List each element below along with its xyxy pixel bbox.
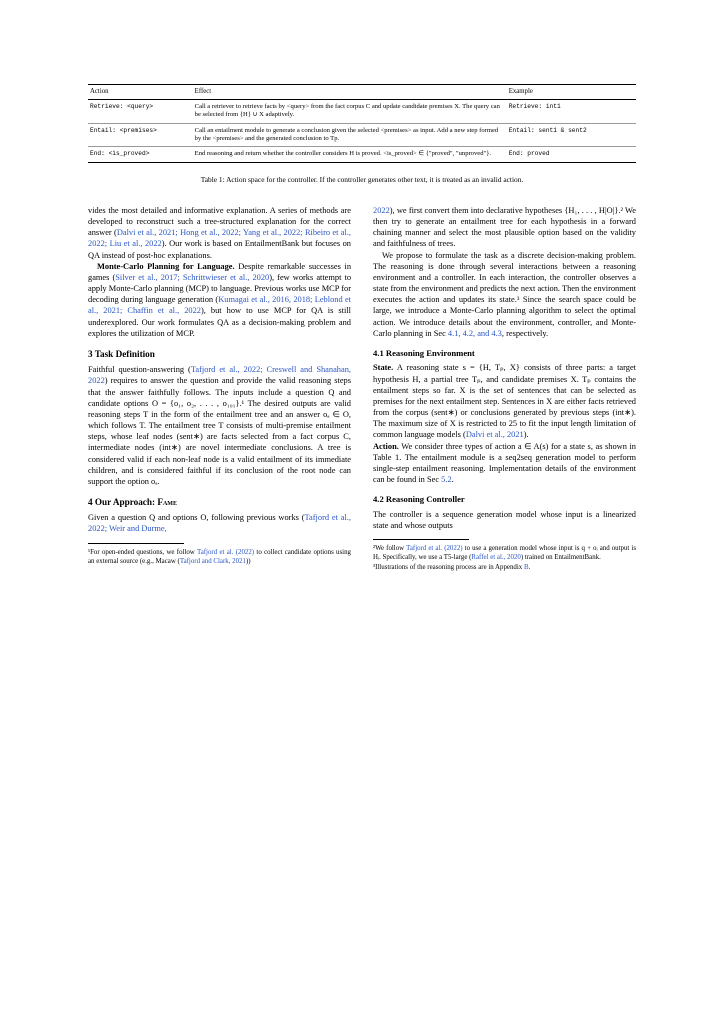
paragraph-task-definition xyxy=(88,364,351,487)
paragraph-controller: The controller is a sequence generation model whose input is a linearized state and whose outputs xyxy=(373,509,636,530)
action-space-table xyxy=(88,84,636,163)
cell-effect-end: End reasoning and return whether the controller considers H is proved. <is_proved> ∈ {"proved", "unproved"}. xyxy=(193,147,507,162)
right-p1-a: ), we first convert them into declarative hypotheses {H₁, . . . , H|O|}.² We then try to generate an entailment tree for each hypothesis in a forward chaining manner and select the most plausible option based on the validity and faithfulness of trees. xyxy=(373,205,636,249)
footnotes-left xyxy=(88,548,351,566)
sub41-c: We consider three types of action a ∈ A(s) for a state s, as shown in Table 1. The entailment module is a seq2seq generation model to perform single-step entailment reasoning. Implementation details of the environment can be found in Sec xyxy=(373,441,636,485)
runin-head-action: Action. xyxy=(373,441,399,451)
subsection-heading-reasoning-controller: 4.2 Reasoning Controller xyxy=(373,494,465,505)
citation-link[interactable]: Tafjord and Clark, 2021 xyxy=(179,557,246,565)
para2-a: Despite remarkable successes in games ( xyxy=(88,261,352,282)
left-column xyxy=(88,205,351,574)
table-header xyxy=(88,85,636,100)
footnote-2 xyxy=(373,544,636,562)
appendix-link[interactable]: B xyxy=(523,564,529,572)
paragraph-formulation xyxy=(373,250,636,339)
table-body xyxy=(88,99,636,162)
citation-link[interactable]: Tafjord et al. (2022) xyxy=(406,545,463,552)
citation-link[interactable]: Raffel et al., 2020 xyxy=(471,554,521,562)
citation-group[interactable]: Dalvi et al., 2021; Hong et al., 2022; Yang et al., 2022; Ribeiro et al., 2022; Liu et al., 2022 xyxy=(88,228,351,249)
right-p2: We propose to formulate the task as a discrete decision-making problem. The reasoning is done through several interactions between a reasoning environment and a controller. In each interaction, the controller observes a state from the environment and predicts the next action. Then the environment executes the action and updates its state.³ Since the search space could be large, we introduce a Monte-Carlo planning algorithm to select the optimal action. We introduce details about the environment, controller, and Monte-Carlo planning in Sec xyxy=(373,250,636,338)
para1-post: ). Our work is based on EntailmentBank but focuses on QA instead of post-hoc explanations. xyxy=(88,239,351,260)
section-heading-task-definition: 3 Task Definition xyxy=(88,348,155,359)
page-content xyxy=(88,84,636,574)
footnote-3 xyxy=(373,563,636,572)
column-header-example: Example xyxy=(507,85,636,100)
para2-c: ), but how to use MCP for QA is still underexplored. Our work formulates QA as a decision-making problem and explores the utilization of MCP. xyxy=(88,306,351,338)
citation-group[interactable]: Tafjord et al., 2022; Weir and Durme, xyxy=(88,513,351,534)
cell-effect-retrieve: Call a retriever to retrieve facts by <query> from the fact corpus C and update candidate premises X. The query can be selected from {H} ∪ X adaptively. xyxy=(193,99,507,123)
subsection-heading-reasoning-environment: 4.1 Reasoning Environment xyxy=(373,347,475,358)
sec4-a: Given a question Q and options O, following previous works ( xyxy=(88,513,305,523)
citation-group[interactable]: Tafjord et al., 2022; Creswell and Shanahan, 2022 xyxy=(88,365,351,386)
citation-link[interactable]: Tafjord et al. (2022) xyxy=(196,548,255,556)
sub41-b: ). xyxy=(523,430,529,440)
citation-group[interactable]: Dalvi et al., 2021 xyxy=(465,430,524,440)
paragraph-state xyxy=(373,362,636,440)
cell-effect-entail: Call an entailment module to generate a conclusion given the selected <premises> as input. Add a new step formed by the <premises> and the generated conclusion to Tp. xyxy=(193,123,507,147)
cell-example-retrieve: Retrieve: int1 xyxy=(507,99,636,123)
cell-action-entail: Entail: <premises> xyxy=(88,123,193,147)
table-caption: Table 1: Action space for the controller. If the controller generates other text, it is treated as an invalid action. xyxy=(200,174,524,184)
paragraph-hypotheses xyxy=(373,205,636,250)
footnote-rule xyxy=(373,539,469,540)
table-row xyxy=(88,147,636,162)
fn2-c: ) trained on EntailmentBank. xyxy=(520,554,601,562)
method-name: Fame xyxy=(157,497,177,508)
footnotes-right xyxy=(373,544,636,573)
section-heading-our-approach xyxy=(88,496,351,508)
cell-action-retrieve: Retrieve: <query> xyxy=(88,99,193,123)
right-p2-end: , respectively. xyxy=(501,328,549,338)
citation-group[interactable]: Silver et al., 2017; Schrittwieser et al., 2020 xyxy=(115,272,270,282)
right-column xyxy=(373,205,636,574)
table-row xyxy=(88,99,636,123)
fn1-a: ¹For open-ended questions, we follow xyxy=(88,548,197,556)
para1-pre: vides the most detailed and informative explanation. A series of methods are developed to reconstruct such a tree-structured explanation for the correct answer ( xyxy=(88,205,351,238)
sec3-b: ) requires to answer the question and provide the valid reasoning steps that the answer faithfully follows. The inputs include a question Q and candidate options O = {o₁, o₂, . . . , o₁₀₁}.¹ The desired outputs are valid reasoning steps T in the form of the entailment tree and an answer oₐ ∈ O, which follows T. The entailment tree T consists of multi-premise entailment steps, whose leaf nodes (sent∗) are facts selected from a fact corpus C, intermediate nodes (int∗) are novel intermediate conclusions. A tree is considered valid if each non-leaf node is a valid entailment of its immediate children, and is considered faithful if its conclusion of the root node can support the option oₐ. xyxy=(88,376,351,486)
sec3-a: Faithful question-answering ( xyxy=(88,365,191,375)
section-ref[interactable]: 5.2 xyxy=(441,475,452,485)
footnote-rule xyxy=(88,543,184,544)
para2-b: ), few works attempt to apply Monte-Carlo planning (MCP) to language. Previous works use MCP for decoding during language generation ( xyxy=(88,272,352,305)
fn3-b: . xyxy=(528,564,531,572)
citation-year[interactable]: 2022 xyxy=(373,205,390,215)
runin-head-mcp: Monte-Carlo Planning for Language. xyxy=(97,261,235,271)
paragraph-action xyxy=(373,441,636,486)
cell-action-end: End: <is_proved> xyxy=(88,147,193,162)
runin-head-state: State. xyxy=(373,363,394,373)
paragraph-mcp xyxy=(88,261,351,339)
cell-example-end: End: proved xyxy=(507,147,636,162)
body-columns xyxy=(88,205,636,574)
cell-example-entail: Entail: sent1 & sent2 xyxy=(507,123,636,147)
citation-group[interactable]: Kumagai et al., 2016, 2018; Leblond et al., 2021; Chaffin et al., 2022 xyxy=(88,295,351,316)
section-refs[interactable]: 4.1, 4.2, and 4.3 xyxy=(447,328,502,338)
table-row xyxy=(88,123,636,147)
paragraph-explanation xyxy=(88,205,351,261)
section-number: 4 Our Approach: xyxy=(88,497,158,508)
fn3-a: ³Illustrations of the reasoning process are in Appendix xyxy=(373,564,524,572)
footnote-1 xyxy=(88,548,351,566)
fn1-c: )) xyxy=(245,557,251,565)
fn2-b: to use a generation model whose input is q + oᵢ and output is Hᵢ. Specifically, we use a T5-large ( xyxy=(373,545,637,562)
fn1-b: to collect candidate options using an external source (e.g., Macaw ( xyxy=(88,548,351,565)
table-header-row xyxy=(88,85,636,100)
sub41-a: A reasoning state s = {H, Tₚ, X} consists of three parts: a target hypothesis H, a partial tree Tₚ, and candidate premises X. Tₚ contains the entailment steps so far. X is the set of sentences that can be selected as premises for the next entailment step. Sentences in X are either facts retrieved from the corpus (sent∗) or conclusions generated by previous steps (int∗). The maximum size of X is restricted to 25 to fit the input length limitation of common language models ( xyxy=(373,363,636,440)
column-header-effect: Effect xyxy=(193,85,507,100)
column-header-action: Action xyxy=(88,85,193,100)
fn2-a: ²We follow xyxy=(373,545,407,552)
sub41-d: . xyxy=(451,475,454,485)
paragraph-approach-intro xyxy=(88,512,351,534)
